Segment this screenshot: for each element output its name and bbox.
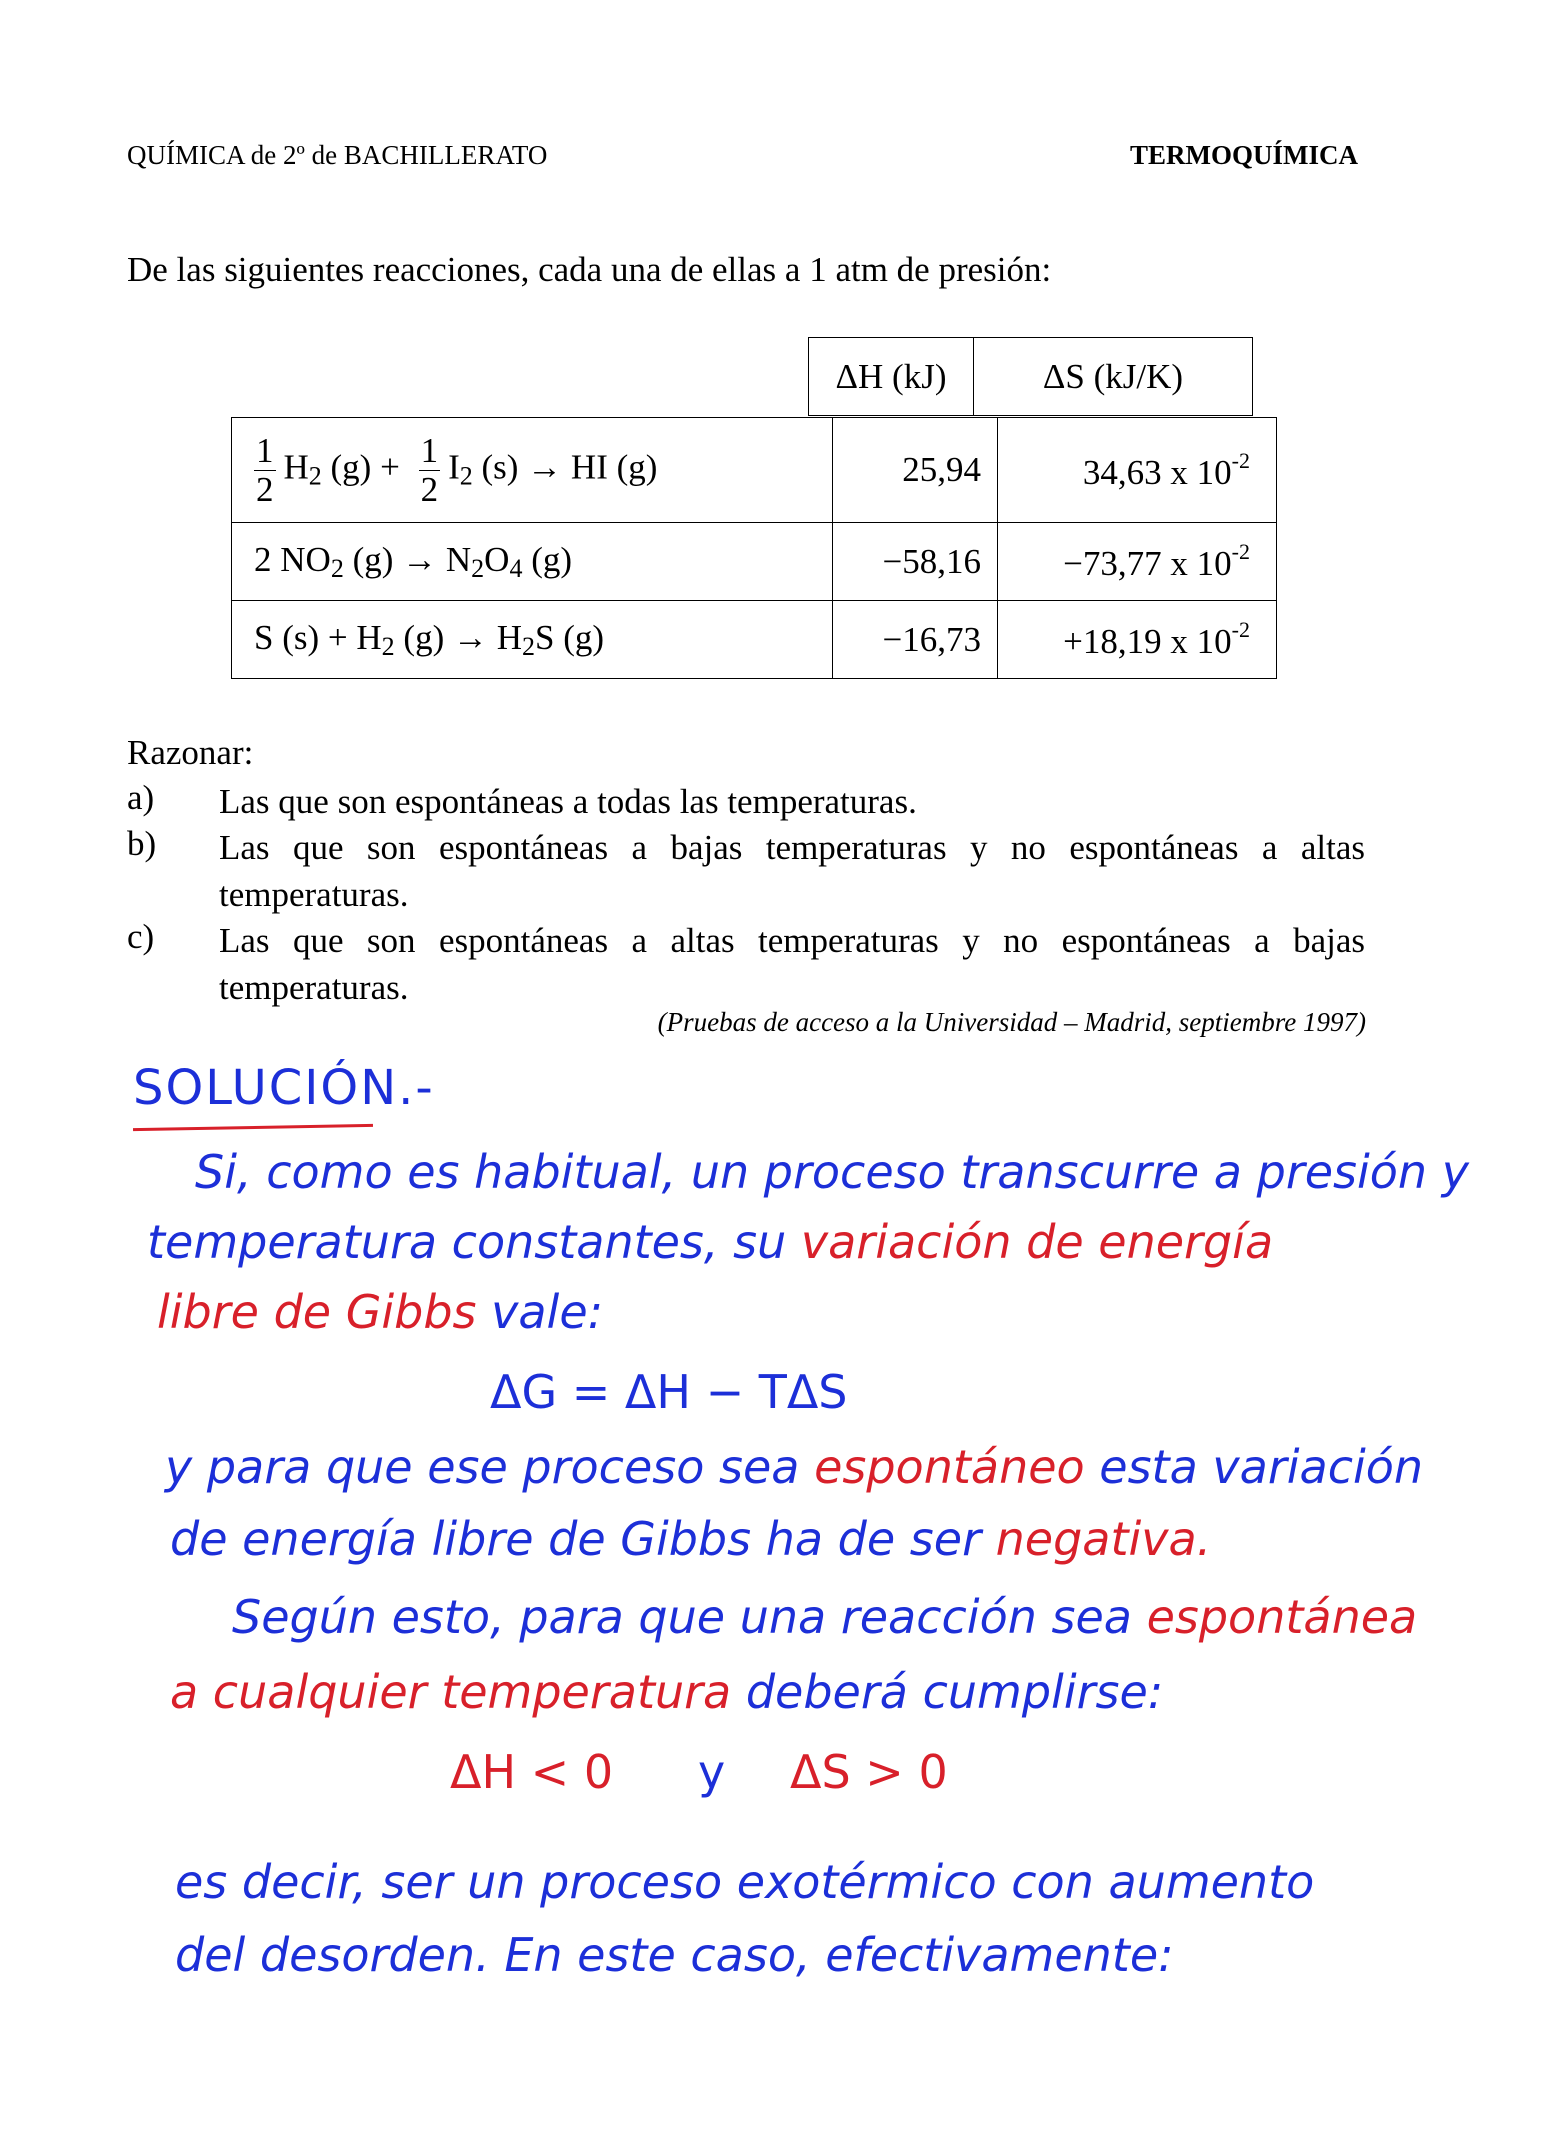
reactions-table: [231, 417, 1277, 679]
handwritten-line-5: de energía libre de Gibbs ha de ser negativa.: [170, 1512, 1212, 1566]
delta-h-value: −16,73: [833, 601, 998, 679]
source-citation: (Pruebas de acceso a la Universidad – Madrid, septiembre 1997): [657, 1007, 1366, 1037]
item-label: b): [127, 824, 157, 863]
header-delta-s: ΔS (kJ/K): [974, 338, 1253, 416]
table-header: [808, 337, 1253, 416]
condition-delta-s: ΔS > 0: [790, 1745, 948, 1799]
handwritten-line-7: a cualquier temperatura deberá cumplirse:: [170, 1665, 1164, 1719]
handwritten-line-2: temperatura constantes, su variación de energía: [147, 1215, 1274, 1269]
condition-and: y: [698, 1745, 726, 1799]
handwritten-line-6: Según esto, para que una reacción sea espontánea: [232, 1590, 1418, 1644]
item-text: Las que son espontáneas a altas temperaturas y no espontáneas a bajas temperaturas.: [219, 921, 1365, 1007]
title-underline: [133, 1124, 373, 1131]
header-topic: TERMOQUÍMICA: [1130, 140, 1358, 170]
condition-delta-h: ΔH < 0: [450, 1745, 614, 1799]
solution-title: SOLUCIÓN.-: [133, 1060, 435, 1116]
item-label: a): [127, 778, 155, 817]
reaction-hi: $\frac{1}{2}$ $H_2$ (g) + $\frac{1}{2}$ $I_2$ (s) → HI (g): [232, 418, 833, 523]
delta-h-value: −58,16: [833, 523, 998, 601]
item-label: c): [127, 917, 155, 956]
handwritten-line-4: y para que ese proceso sea espontáneo esta variación: [165, 1440, 1424, 1494]
intro-text: De las siguientes reacciones, cada una de ellas a 1 atm de presión:: [127, 250, 1052, 289]
delta-h-value: 25,94: [833, 418, 998, 523]
handwritten-line-1: Si, como es habitual, un proceso transcurre a presión y: [195, 1145, 1469, 1199]
table-row: [232, 601, 1277, 679]
delta-s-value: +18,19 x $10^{-2}$: [998, 601, 1277, 679]
gibbs-equation: ΔG = ΔH − TΔS: [490, 1365, 848, 1419]
item-text: Las que son espontáneas a todas las temperaturas.: [219, 782, 917, 821]
fraction: $\frac{1}{2}$: [256, 430, 274, 509]
header-delta-h: ΔH (kJ): [809, 338, 974, 416]
item-text: Las que son espontáneas a bajas temperaturas y no espontáneas a altas temperaturas.: [219, 828, 1365, 914]
delta-s-value: 34,63 x $10^{-2}$: [998, 418, 1277, 523]
table-row: [232, 523, 1277, 601]
handwritten-line-9: del desorden. En este caso, efectivamente:: [175, 1928, 1174, 1982]
razonar-heading: Razonar:: [127, 733, 254, 772]
fraction: $\frac{1}{2}$: [420, 430, 439, 509]
header-course: QUÍMICA de 2º de BACHILLERATO: [127, 140, 548, 170]
delta-s-value: −73,77 x $10^{-2}$: [998, 523, 1277, 601]
reaction-n2o4: 2 $NO_2$ $(g) \to N_2O_4$ (g): [232, 523, 833, 601]
table-row: [232, 418, 1277, 523]
handwritten-line-3: libre de Gibbs vale:: [157, 1285, 604, 1339]
reaction-h2s: S $(s) + H_2$ $(g) \to H_2S$ (g): [232, 601, 833, 679]
handwritten-line-8: es decir, ser un proceso exotérmico con aumento: [175, 1855, 1315, 1909]
